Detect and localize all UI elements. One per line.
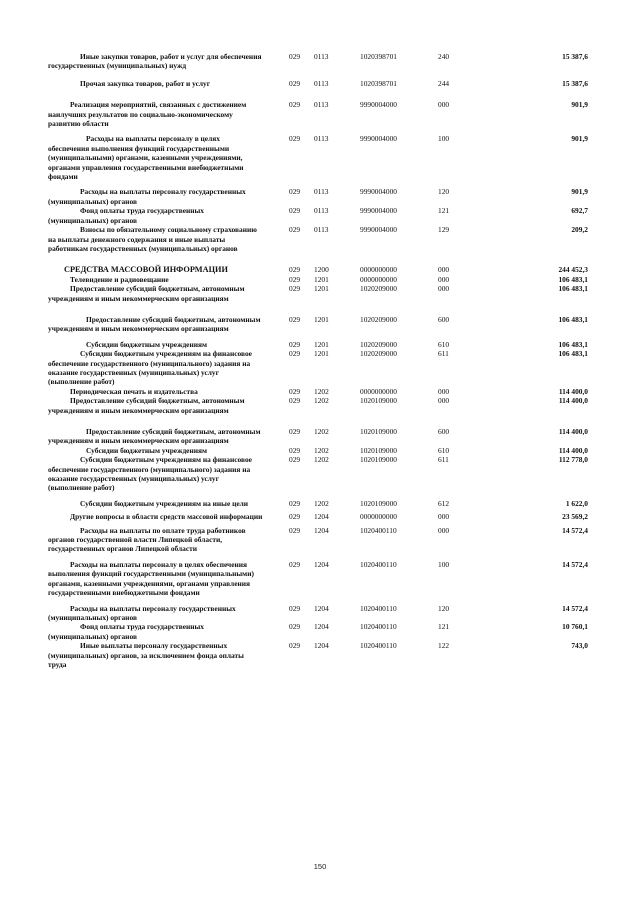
ministry-code-cell: 029 xyxy=(289,386,301,396)
row-name: Субсидии бюджетным учреждениям xyxy=(86,445,208,455)
budget-table-body xyxy=(48,52,588,669)
row-name: Реализация мероприятий, связанных с достижением наилучших результатов по социально-экономическому развитию области xyxy=(48,100,247,129)
amount-cell: 901,9 xyxy=(571,134,588,144)
section-code-cell: 0113 xyxy=(314,225,329,235)
amount-cell: 114 400,0 xyxy=(558,396,588,406)
section-code-cell: 1201 xyxy=(314,349,329,359)
ministry-code-cell: 029 xyxy=(289,559,301,569)
section-code-cell: 1201 xyxy=(314,284,329,294)
section-code-cell: 1202 xyxy=(314,396,329,406)
row-name: Субсидии бюджетным учреждениям xyxy=(86,339,208,349)
section-code-cell: 0113 xyxy=(314,100,329,110)
section-code-cell: 1201 xyxy=(314,274,329,284)
amount-cell: 901,9 xyxy=(571,100,588,110)
row-name: Расходы на выплаты по оплате труда работников органов государственной власти Липецкой области, государственных органов Липецкой области xyxy=(48,525,246,554)
section-code-cell: 1202 xyxy=(314,427,329,436)
target-article-code-cell: 1020109000 xyxy=(360,455,397,465)
row-name: Иные закупки товаров, работ и услуг для обеспечения государственных (муниципальных) нужд xyxy=(48,52,262,71)
ministry-code-cell: 029 xyxy=(289,225,301,235)
section-code-cell: 1202 xyxy=(314,386,329,396)
ministry-code-cell: 029 xyxy=(289,396,301,406)
table-row xyxy=(48,415,588,446)
row-name: Телевидение и радиовещание xyxy=(70,274,169,284)
row-name: Взносы по обязательному социальному страхованию на выплаты денежного содержания и иные выплаты работникам государственных (муниципальных) органов xyxy=(48,225,257,253)
table-row xyxy=(48,493,588,508)
row-name: Фонд оплаты труда государственных (муниципальных) органов xyxy=(48,206,204,225)
amount-cell: 14 572,4 xyxy=(562,559,588,569)
expense-type-code-cell: 000 xyxy=(438,284,450,294)
expense-type-code-cell: 610 xyxy=(438,339,450,349)
table-row xyxy=(48,275,588,284)
target-article-code-cell: 1020109000 xyxy=(360,396,397,406)
ministry-code-cell: 029 xyxy=(289,427,301,436)
expense-type-code-cell: 244 xyxy=(438,78,450,88)
target-article-code-cell: 9990004000 xyxy=(360,206,397,216)
section-code-cell: 1202 xyxy=(314,498,329,508)
target-article-code-cell: 1020209000 xyxy=(360,339,397,349)
ministry-code-cell: 029 xyxy=(289,187,301,197)
row-name: Расходы на выплаты персоналу государственных (муниципальных) органов xyxy=(48,603,236,622)
row-name: Периодическая печать и издательства xyxy=(70,386,198,396)
table-row xyxy=(48,554,588,598)
expense-type-code-cell: 600 xyxy=(438,427,450,436)
table-row xyxy=(48,128,588,181)
target-article-code-cell: 9990004000 xyxy=(360,187,397,197)
ministry-code-cell: 029 xyxy=(289,274,301,284)
table-row xyxy=(48,641,588,669)
target-article-code-cell: 9990004000 xyxy=(360,134,397,144)
target-article-code-cell: 1020109000 xyxy=(360,427,397,436)
amount-cell: 114 400,0 xyxy=(558,386,588,396)
section-code-cell: 1204 xyxy=(314,559,329,569)
row-name: Предоставление субсидий бюджетным, автономным учреждениям и иным некоммерческим организациям xyxy=(48,396,245,415)
table-row xyxy=(48,508,588,521)
row-name: Фонд оплаты труда государственных (муниципальных) органов xyxy=(48,622,204,641)
target-article-code-cell: 0000000000 xyxy=(360,265,397,275)
amount-cell: 114 400,0 xyxy=(558,427,588,436)
expense-type-code-cell: 000 xyxy=(438,100,450,110)
expense-type-code-cell: 000 xyxy=(438,265,450,275)
table-row xyxy=(48,284,588,303)
table-row xyxy=(48,334,588,349)
target-article-code-cell: 1020400110 xyxy=(360,641,397,651)
section-code-cell: 1204 xyxy=(314,512,329,522)
table-row xyxy=(48,225,588,253)
amount-cell: 14 572,4 xyxy=(562,525,588,535)
expense-type-code-cell: 000 xyxy=(438,386,450,396)
ministry-code-cell: 029 xyxy=(289,622,301,632)
table-row xyxy=(48,253,588,274)
amount-cell: 244 452,3 xyxy=(558,265,588,275)
table-row xyxy=(48,88,588,128)
section-code-cell: 0113 xyxy=(314,187,329,197)
section-code-cell: 1204 xyxy=(314,525,329,535)
expense-type-code-cell: 121 xyxy=(438,206,450,216)
row-name: Субсидии бюджетным учреждениям на иные цели xyxy=(80,498,249,508)
row-name: Предоставление субсидий бюджетным, автономным учреждениям и иным некоммерческим организациям xyxy=(48,314,261,334)
amount-cell: 106 483,1 xyxy=(558,274,588,284)
expense-type-code-cell: 611 xyxy=(438,349,449,359)
row-name: СРЕДСТВА МАССОВОЙ ИНФОРМАЦИИ xyxy=(64,265,228,275)
expense-type-code-cell: 612 xyxy=(438,498,450,508)
page-number: 150 xyxy=(313,862,327,871)
table-row xyxy=(48,71,588,88)
table-row xyxy=(48,181,588,206)
row-name: Субсидии бюджетным учреждениям на финансовое обеспечение государственного (муниципального) задания на оказание государственных (муниципальных) услуг (выполнение работ) xyxy=(48,349,252,387)
expense-type-code-cell: 129 xyxy=(438,225,450,235)
section-code-cell: 1200 xyxy=(314,265,329,275)
target-article-code-cell: 1020400110 xyxy=(360,559,397,569)
amount-cell: 106 483,1 xyxy=(558,314,588,324)
target-article-code-cell: 9990004000 xyxy=(360,225,397,235)
row-name: Иные выплаты персоналу государственных (муниципальных) органов, за исключением фонда оплаты труда xyxy=(48,641,244,669)
target-article-code-cell: 1020398701 xyxy=(360,52,397,61)
row-name: Прочая закупка товаров, работ и услуг xyxy=(80,78,211,88)
amount-cell: 1 622,0 xyxy=(565,498,588,508)
target-article-code-cell: 1020400110 xyxy=(360,525,397,535)
section-code-cell: 0113 xyxy=(314,206,329,216)
amount-cell: 106 483,1 xyxy=(558,339,588,349)
expense-type-code-cell: 000 xyxy=(438,396,450,406)
row-name: Расходы на выплаты персоналу государственных (муниципальных) органов xyxy=(48,187,246,206)
row-name: Расходы на выплаты персоналу в целях обеспечения выполнения функций государственными (муниципальными) органами, казенными учреждениями, органами управления государственными внебюджетными фондами xyxy=(48,134,244,182)
row-name: Другие вопросы в области средств массовой информации xyxy=(70,512,263,522)
table-row xyxy=(48,522,588,554)
table-row xyxy=(48,52,588,71)
target-article-code-cell: 1020209000 xyxy=(360,349,397,359)
ministry-code-cell: 029 xyxy=(289,284,301,294)
ministry-code-cell: 029 xyxy=(289,265,301,275)
section-code-cell: 0113 xyxy=(314,78,329,88)
expense-type-code-cell: 100 xyxy=(438,559,450,569)
table-row xyxy=(48,206,588,225)
amount-cell: 106 483,1 xyxy=(558,349,588,359)
amount-cell: 743,0 xyxy=(571,641,588,651)
ministry-code-cell: 029 xyxy=(289,339,301,349)
ministry-code-cell: 029 xyxy=(289,455,301,465)
amount-cell: 15 387,6 xyxy=(562,78,588,88)
amount-cell: 114 400,0 xyxy=(558,445,588,455)
row-name: Предоставление субсидий бюджетным, автономным учреждениям и иным некоммерческим организациям xyxy=(48,427,261,446)
expense-type-code-cell: 000 xyxy=(438,274,450,284)
ministry-code-cell: 029 xyxy=(289,445,301,455)
expense-type-code-cell: 000 xyxy=(438,525,450,535)
budget-table xyxy=(48,52,588,669)
amount-cell: 14 572,4 xyxy=(562,603,588,613)
target-article-code-cell: 1020400110 xyxy=(360,622,397,632)
section-code-cell: 1202 xyxy=(314,455,329,465)
table-row xyxy=(48,446,588,455)
ministry-code-cell: 029 xyxy=(289,78,301,88)
section-code-cell: 1204 xyxy=(314,622,329,632)
section-code-cell: 0113 xyxy=(314,52,329,61)
expense-type-code-cell: 611 xyxy=(438,455,449,465)
table-row xyxy=(48,303,588,334)
target-article-code-cell: 1020109000 xyxy=(360,498,397,508)
ministry-code-cell: 029 xyxy=(289,512,301,522)
target-article-code-cell: 1020398701 xyxy=(360,78,397,88)
ministry-code-cell: 029 xyxy=(289,314,301,324)
section-code-cell: 1204 xyxy=(314,641,329,651)
ministry-code-cell: 029 xyxy=(289,603,301,613)
amount-cell: 209,2 xyxy=(571,225,588,235)
amount-cell: 23 569,2 xyxy=(562,512,588,522)
expense-type-code-cell: 100 xyxy=(438,134,450,144)
ministry-code-cell: 029 xyxy=(289,134,301,144)
table-row xyxy=(48,622,588,641)
section-code-cell: 1202 xyxy=(314,445,329,455)
section-code-cell: 1201 xyxy=(314,314,329,324)
expense-type-code-cell: 600 xyxy=(438,314,450,324)
table-row xyxy=(48,396,588,415)
table-row xyxy=(48,455,588,493)
target-article-code-cell: 0000000000 xyxy=(360,386,397,396)
table-row xyxy=(48,349,588,387)
target-article-code-cell: 0000000000 xyxy=(360,274,397,284)
target-article-code-cell: 1020209000 xyxy=(360,314,397,324)
table-row xyxy=(48,387,588,396)
ministry-code-cell: 029 xyxy=(289,349,301,359)
amount-cell: 15 387,6 xyxy=(562,52,588,61)
ministry-code-cell: 029 xyxy=(289,52,301,61)
ministry-code-cell: 029 xyxy=(289,641,301,651)
target-article-code-cell: 0000000000 xyxy=(360,512,397,522)
amount-cell: 901,9 xyxy=(571,187,588,197)
ministry-code-cell: 029 xyxy=(289,525,301,535)
amount-cell: 112 778,0 xyxy=(558,455,588,465)
target-article-code-cell: 9990004000 xyxy=(360,100,397,110)
row-name: Расходы на выплаты персоналу в целях обеспечения выполнения функций государственными (муниципальными) органами, казенными учреждениями, органами управления государственными внебюджетными фондами xyxy=(48,559,254,598)
target-article-code-cell: 1020109000 xyxy=(360,445,397,455)
expense-type-code-cell: 120 xyxy=(438,603,450,613)
ministry-code-cell: 029 xyxy=(289,498,301,508)
expense-type-code-cell: 000 xyxy=(438,512,450,522)
ministry-code-cell: 029 xyxy=(289,100,301,110)
section-code-cell: 0113 xyxy=(314,134,329,144)
row-name: Предоставление субсидий бюджетным, автономным учреждениям и иным некоммерческим организациям xyxy=(48,284,245,303)
expense-type-code-cell: 120 xyxy=(438,187,450,197)
expense-type-code-cell: 122 xyxy=(438,641,450,651)
amount-cell: 692,7 xyxy=(571,206,588,216)
table-row xyxy=(48,598,588,623)
amount-cell: 10 760,1 xyxy=(562,622,588,632)
row-name: Субсидии бюджетным учреждениям на финансовое обеспечение государственного (муниципального) задания на оказание государственных (муниципальных) услуг (выполнение работ) xyxy=(48,455,252,493)
expense-type-code-cell: 240 xyxy=(438,52,450,61)
target-article-code-cell: 1020209000 xyxy=(360,284,397,294)
target-article-code-cell: 1020400110 xyxy=(360,603,397,613)
section-code-cell: 1204 xyxy=(314,603,329,613)
expense-type-code-cell: 610 xyxy=(438,445,450,455)
ministry-code-cell: 029 xyxy=(289,206,301,216)
section-code-cell: 1201 xyxy=(314,339,329,349)
amount-cell: 106 483,1 xyxy=(558,284,588,294)
expense-type-code-cell: 121 xyxy=(438,622,450,632)
